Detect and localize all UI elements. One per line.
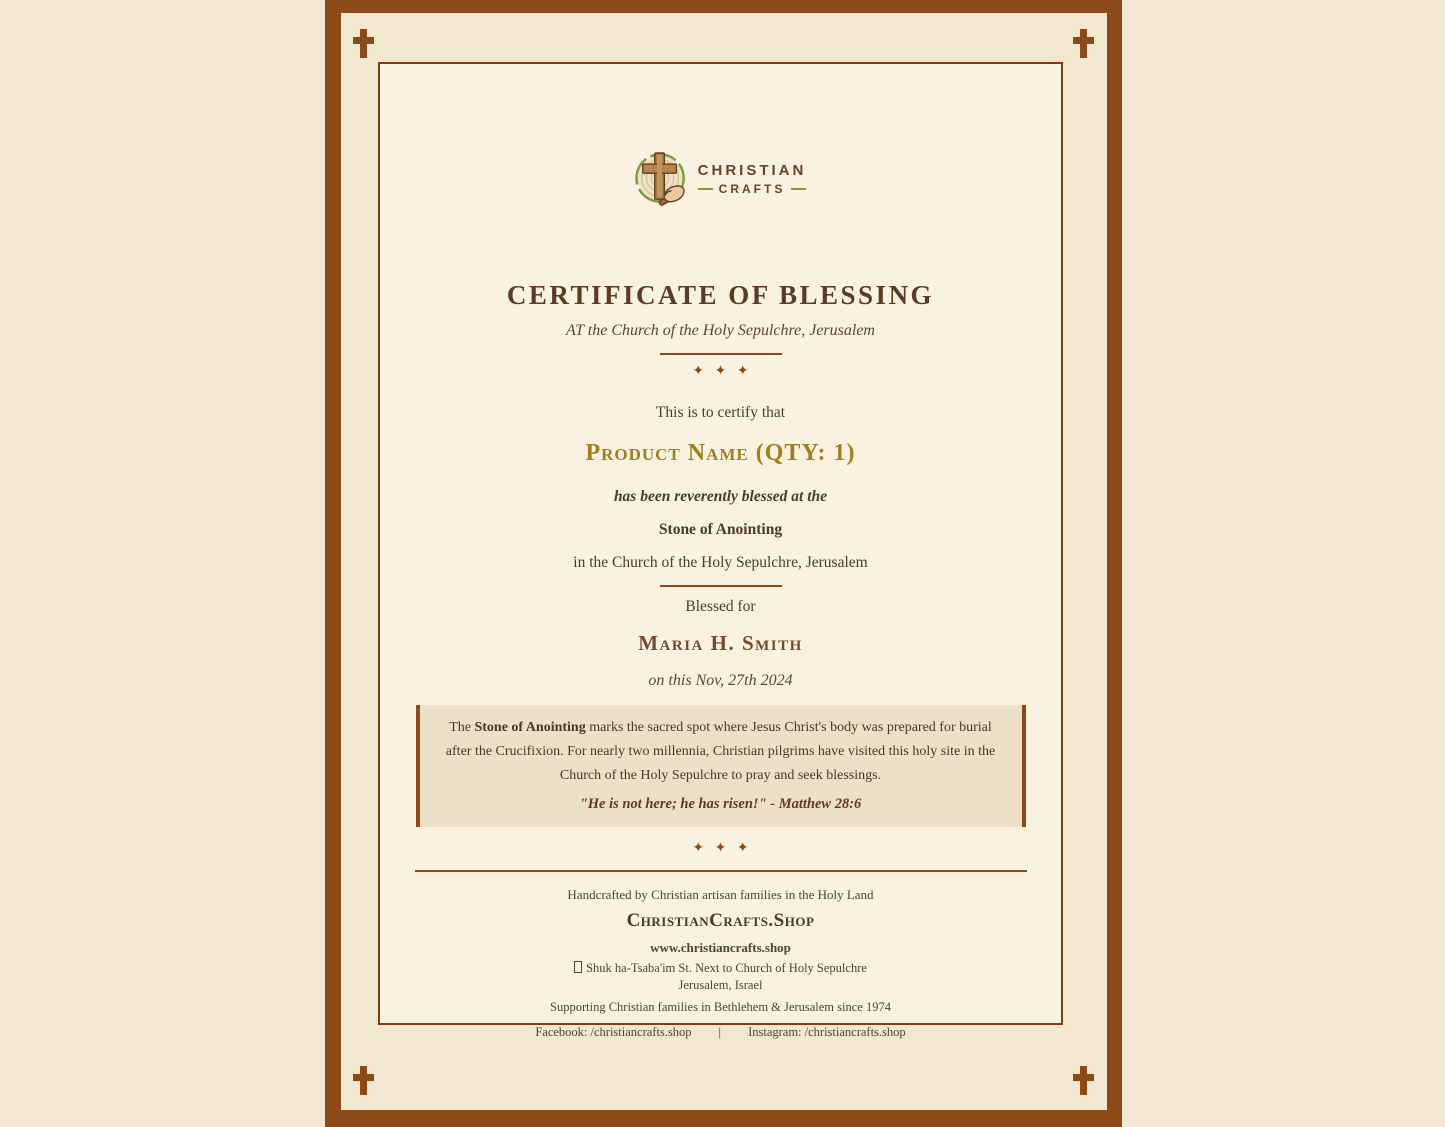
- website-url: www.christiancrafts.shop: [650, 940, 791, 955]
- address-line2: Jerusalem, Israel: [678, 978, 763, 992]
- church-line: in the Church of the Holy Sepulchre, Jerusalem: [573, 554, 868, 571]
- instagram-handle: Instagram: /christiancrafts.shop: [748, 1025, 906, 1039]
- social-links-row: [380, 1025, 1061, 1040]
- certificate-subtitle: AT the Church of the Holy Sepulchre, Jerusalem: [566, 322, 875, 339]
- corner-cross-icon: [353, 1066, 374, 1095]
- certificate-body: [378, 62, 1063, 1039]
- product-name: Product Name (QTY: 1): [585, 440, 856, 466]
- ornament-stars: ✦ ✦ ✦: [692, 841, 749, 856]
- supporting-line: Supporting Christian families in Bethlehem & Jerusalem since 1974: [550, 1000, 891, 1014]
- info-box: [416, 705, 1026, 827]
- blessing-location-name: Stone of Anointing: [658, 521, 783, 538]
- address-line1: [380, 961, 1061, 976]
- location-pin-icon: [574, 961, 582, 973]
- certify-line: This is to certify that: [655, 404, 786, 421]
- logo-dash-left: [698, 188, 713, 190]
- logo-wordmark: [698, 162, 807, 196]
- social-separator: |: [718, 1025, 722, 1039]
- blessed-for-label: Blessed for: [685, 598, 756, 615]
- divider-long: [415, 870, 1027, 872]
- address-text: Shuk ha-Tsaba'im St. Next to Church of Holy Sepulchre: [586, 961, 867, 975]
- info-text-prefix: The: [449, 720, 475, 735]
- brand-logo: [380, 150, 1061, 208]
- logo-brand-top: CHRISTIAN: [697, 162, 807, 179]
- corner-cross-icon: [1073, 29, 1094, 58]
- facebook-handle: Facebook: /christiancrafts.shop: [535, 1025, 692, 1039]
- info-text-suffix: marks the sacred spot where Jesus Christ's body was prepared for burial after the Crucifixion. For nearly two millennia, Christian pilgrims have visited this holy site in the Church of the Holy Sepulchre to pray and seek blessings.: [445, 720, 996, 783]
- logo-cross-badge-icon: [635, 150, 689, 208]
- blessing-date: on this Nov, 27th 2024: [648, 672, 793, 689]
- info-text: [440, 716, 1002, 788]
- divider-short: [660, 353, 782, 355]
- logo-brand-bottom: CRAFTS: [718, 182, 786, 196]
- certificate-title: CERTIFICATE OF BLESSING: [506, 280, 935, 310]
- info-text-bold: Stone of Anointing: [474, 720, 586, 735]
- certificate-card-frame: [325, 0, 1122, 1127]
- recipient-name: Maria H. Smith: [638, 631, 803, 655]
- ornament-stars: ✦ ✦ ✦: [692, 364, 749, 379]
- corner-cross-icon: [353, 29, 374, 58]
- handcrafted-line: Handcrafted by Christian artisan families in the Holy Land: [567, 887, 874, 902]
- scripture-quote: "He is not here; he has risen!" - Matthew 28:6: [579, 796, 862, 812]
- logo-dash-right: [791, 188, 806, 190]
- divider-short: [660, 585, 782, 587]
- blessed-at-line: has been reverently blessed at the: [613, 488, 828, 505]
- footer-brand-name: ChristianCrafts.Shop: [626, 910, 815, 931]
- corner-cross-icon: [1073, 1066, 1094, 1095]
